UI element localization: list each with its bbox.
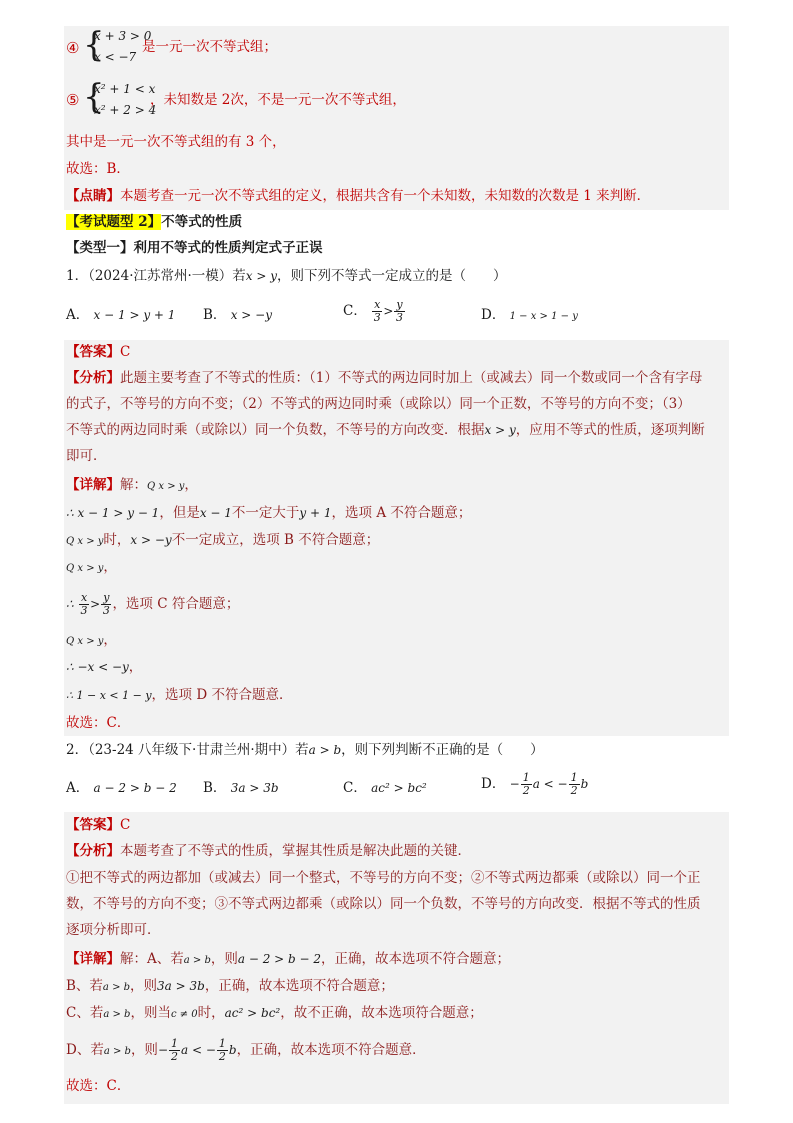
fraction: $\frac{1}{2}$ [171, 1037, 178, 1063]
dianjing-line [66, 186, 650, 206]
item-5-ineq-2: x² + 2 > 4 [94, 103, 157, 117]
q2-option-c [343, 778, 427, 798]
q1-analysis-4: 即可． [66, 448, 107, 464]
analysis-text: 不等式的两边同时乘（或除以）同一个负数，不等号的方向改变．根据 [66, 422, 485, 438]
item-5-ineq-1: x² + 1 < x [94, 82, 156, 96]
fraction: $\frac{1}{2}$ [522, 771, 530, 797]
q1-detail-2: ∴ x − 1 > y − 1，但是x − 1不一定大于y + 1，选项 A 不符合题意； [66, 505, 472, 521]
q2-analysis-1 [66, 841, 471, 861]
item-5-text: ，未知数是 2次，不是一元一次不等式组， [150, 92, 406, 108]
option-label: B． [203, 780, 227, 796]
q2-detail-2: B、若a > b，则3a > 3b，正确，故本选项不符合题意； [66, 978, 394, 994]
q1-choice: 故选：C． [66, 715, 131, 731]
q1-stem-prefix: 1．（2024·江苏常州·一模）若 [66, 268, 246, 284]
q2-analysis-3: 数，不等号的方向不变；③不等式两边都乘（或除以）同一个负数，不等号的方向改变．根据不等式的性质 [66, 896, 701, 912]
answer-value: C [120, 344, 131, 360]
operator: > [383, 304, 394, 318]
option-expr: x > −y [230, 308, 273, 322]
detail-tag: 【详解】 [66, 951, 120, 967]
q1-detail-5: ∴ $\frac{x}{3}$ > $\frac{y}{3}$ ，选项 C 符合题意； [66, 591, 240, 617]
option-label: D． [481, 776, 506, 792]
q2-analysis-2: ①把不等式的两边都加（或减去）同一个整式，不等号的方向不变；②不等式两边都乘（或除以）同一个正 [66, 870, 701, 886]
q1-option-a [66, 305, 175, 325]
brace-symbol: { [83, 77, 105, 117]
q2-answer [66, 815, 130, 835]
option-label: D． [481, 307, 506, 323]
option-expr: 1 − x > 1 − y [509, 311, 578, 322]
type-heading: 【类型一】利用不等式的性质判定式子正误 [66, 240, 323, 256]
detail-tag: 【详解】 [66, 477, 120, 493]
option-label: C． [343, 780, 367, 796]
choice-text: 故选：B． [66, 161, 130, 177]
q1-detail-8: ∴ 1 − x < 1 − y，选项 D 不符合题意． [66, 687, 293, 703]
q2-stem-prefix: 2．（23-24 八年级下·甘肃兰州·期中）若 [66, 742, 309, 758]
fraction: $\frac{1}{2}$ [570, 771, 578, 797]
option-expr: x − 1 > y + 1 [93, 308, 176, 322]
item-5-marker: ⑤ [66, 91, 80, 109]
q2-option-a [66, 778, 177, 798]
option-label: A． [66, 780, 90, 796]
dianjing-text: 本题考查一元一次不等式组的定义，根据共含有一个未知数，未知数的次数是 1 来判断． [120, 188, 651, 204]
summary-text: 其中是一元一次不等式组的有 3 个， [66, 134, 286, 150]
analysis-text: 本题考查了不等式的性质，掌握其性质是解决此题的关键． [120, 843, 471, 859]
q1-detail-7: ∴ −x < −y， [66, 659, 143, 675]
option-expr: a − 2 > b − 2 [93, 781, 177, 795]
q1-analysis-1 [66, 368, 702, 388]
item-4-ineq-2: x < −7 [94, 50, 137, 64]
option-label: C． [343, 303, 367, 319]
q2-stem [66, 740, 544, 760]
option-expr: 3a > 3b [230, 781, 279, 795]
q2-detail-1: 【详解】解：A、若a > b，则a − 2 > b − 2，正确，故本选项不符合题意； [66, 951, 511, 967]
option-label: A． [66, 307, 90, 323]
section-heading-highlight: 【考试题型 2】 [66, 214, 162, 230]
q2-analysis-4: 逐项分析即可． [66, 922, 161, 938]
section-heading [66, 212, 242, 232]
fraction: $\frac{x}{3}$ [80, 591, 88, 617]
q1-detail-1: 【详解】解：Q x > y， [66, 477, 198, 493]
analysis-text: ，应用不等式的性质，逐项判断 [515, 422, 705, 438]
analysis-tag: 【分析】 [66, 370, 120, 386]
analysis-text: 此题主要考查了不等式的性质：（1）不等式的两边同时加上（或减去）同一个数或同一个含有字母 [120, 370, 703, 386]
item-4-marker: ④ [66, 39, 80, 57]
analysis-tag: 【分析】 [66, 843, 120, 859]
q1-option-d [481, 305, 578, 327]
answer-tag: 【答案】 [66, 344, 120, 360]
q2-stem-suffix: ，则下列判断不正确的是（ ） [341, 742, 544, 758]
dianjing-tag: 【点睛】 [66, 188, 120, 204]
q2-option-b [203, 778, 279, 798]
q2-detail-4: D、若a > b，则− $\frac{1}{2}$ a < − $\frac{1}{2}$ b，正确，故本选项不符合题意． [66, 1037, 426, 1063]
q1-option-b [203, 305, 272, 325]
q1-analysis-3 [66, 420, 705, 440]
q1-detail-6: Q x > y， [66, 632, 117, 648]
q2-choice: 故选：C． [66, 1078, 131, 1094]
brace-symbol: { [83, 25, 105, 65]
q1-stem [66, 266, 507, 286]
section-heading-rest: 不等式的性质 [161, 214, 243, 230]
q1-option-c [343, 299, 406, 324]
option-label: B． [203, 307, 227, 323]
fraction: $\frac{x}{3}$ [373, 298, 381, 324]
fraction: $\frac{1}{2}$ [218, 1037, 226, 1063]
fraction: $\frac{y}{3}$ [102, 591, 110, 617]
math-expr: x > y [484, 423, 516, 437]
q1-detail-3: Q x > y时，x > −y不一定成立，选项 B 不符合题意； [66, 532, 380, 548]
q1-analysis-2: 的式子，不等号的方向不变；（2）不等式的两边同时乘（或除以）同一个正数，不等号的方向不变；（3） [66, 396, 691, 412]
item-4-ineq-1: x + 3 > 0 [94, 29, 152, 43]
answer-value: C [120, 817, 131, 833]
item-4-text: 是一元一次不等式组； [142, 39, 277, 55]
answer-tag: 【答案】 [66, 817, 120, 833]
q2-condition: a > b [308, 743, 342, 757]
q2-detail-3: C、若a > b，则当c ≠ 0时，ac² > bc²，故不正确，故本选项符合题意； [66, 1005, 483, 1021]
q1-answer [66, 342, 130, 362]
option-expr: ac² > bc² [371, 781, 427, 795]
q1-condition: x > y [245, 269, 278, 283]
fraction: $\frac{y}{3}$ [396, 298, 404, 324]
q2-option-d: D． − $\frac{1}{2}$ a < − $\frac{1}{2}$ b [481, 771, 589, 797]
q1-detail-4: Q x > y， [66, 559, 117, 575]
q1-stem-suffix: ，则下列不等式一定成立的是（ ） [277, 268, 507, 284]
